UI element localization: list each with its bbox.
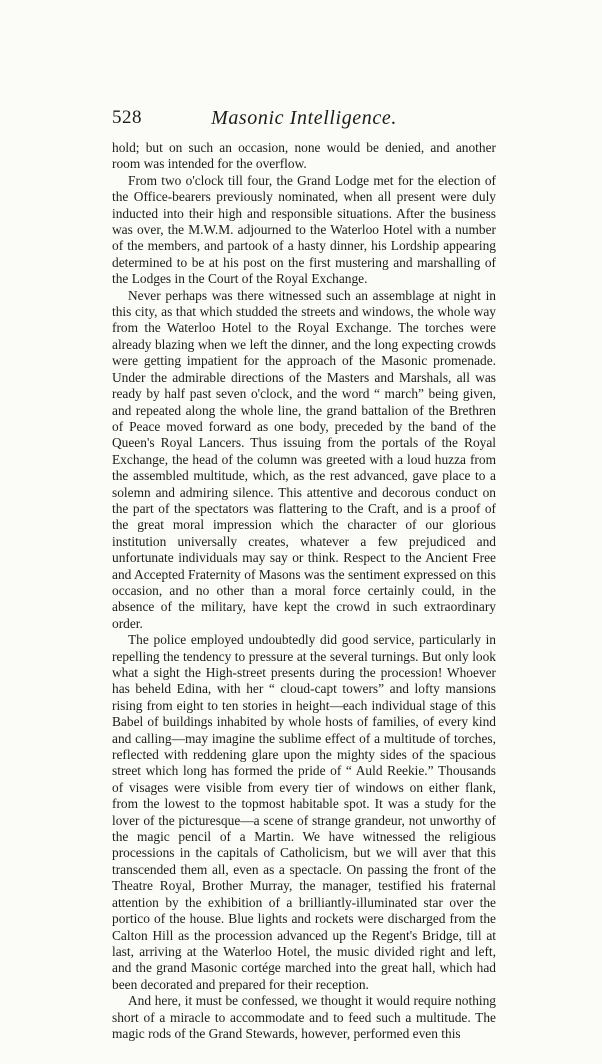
page-header — [112, 107, 496, 133]
page-number: 528 — [112, 107, 142, 128]
body-text — [112, 140, 496, 1042]
running-title: Masonic Intelligence. — [211, 107, 397, 129]
paragraph-grand-lodge-election: From two o'clock till four, the Grand Lodge met for the election of the Office-bearers previously nominated, when all present were duly inducted into their high and responsible situations. After the business was over, the M.W.M. adjourned to the Waterloo Hotel with a number of the members, and partook of a hasty dinner, his Lordship appearing determined to be at his post on the first mustering and marshalling of the Lodges in the Court of the Royal Exchange. — [112, 172, 496, 287]
paragraph-police-high-street: The police employed undoubtedly did good service, particularly in repelling the tendency to pressure at the several turnings. But only look what a sight the High-street presents during the procession! Whoever has beheld Edina, with her “ cloud-capt towers” and lofty mansions rising from eight to ten stories in height—each individual stage of this Babel of buildings inhabited by whole hosts of families, of every kind and calling—may imagine the sublime effect of a multitude of torches, reflected with reddening glare upon the mighty sides of the spacious street which long has formed the pride of “ Auld Reekie.” Thousands of visages were visible from every tier of windows on either flank, from the lowest to the topmost habitable spot. It was a study for the lover of the picturesque—a scene of strange grandeur, not unworthy of the magic pencil of a Martin. We have witnessed the religious processions in the capitals of Catholicism, but we will aver that this transcended them all, even as a spectacle. On passing the front of the Theatre Royal, Brother Murray, the manager, testified his fraternal attention by the exhibition of a brilliantly-illuminated star over the portico of the house. Blue lights and rockets were discharged from the Calton Hill as the procession advanced up the Regent's Bridge, till at last, arriving at the Waterloo Hotel, the music divided right and left, and the grand Masonic cortége marched into the great hall, which had been decorated and prepared for their reception. — [112, 632, 496, 992]
paragraph-night-assemblage: Never perhaps was there witnessed such an assemblage at night in this city, as that which studded the streets and windows, the whole way from the Waterloo Hotel to the Royal Exchange. The torches were already blazing when we left the dinner, and the long expecting crowds were getting impatient for the approach of the Masonic promenade. Under the admirable directions of the Masters and Marshals, all was ready by half past seven o'clock, and the word “ march” being given, and repeated along the whole line, the grand battalion of the Brethren of Peace moved forward as one body, preceded by the band of the Queen's Royal Lancers. Thus issuing from the portals of the Royal Exchange, the head of the column was greeted with a loud huzza from the assembled multitude, which, as the rest advanced, gave place to a solemn and admiring silence. This attentive and decorous conduct on the part of the spectators was flattering to the Craft, and is a proof of the great moral impression which the character of our glorious institution universally creates, whatever a few prejudiced and unfortunate individuals may say or think. Respect to the Ancient Free and Accepted Fraternity of Masons was the sentiment expressed on this occasion, and no other than a moral force certainly could, in the absence of the military, have kept the crowd in such extraordinary order. — [112, 287, 496, 631]
paragraph-continuation: hold; but on such an occasion, none would be denied, and another room was intended for the overflow. — [112, 140, 496, 172]
paragraph-accommodation: And here, it must be confessed, we thought it would require nothing short of a miracle to accommodate and to feed such a multitude. The magic rods of the Grand Stewards, however, performed even this — [112, 993, 496, 1041]
